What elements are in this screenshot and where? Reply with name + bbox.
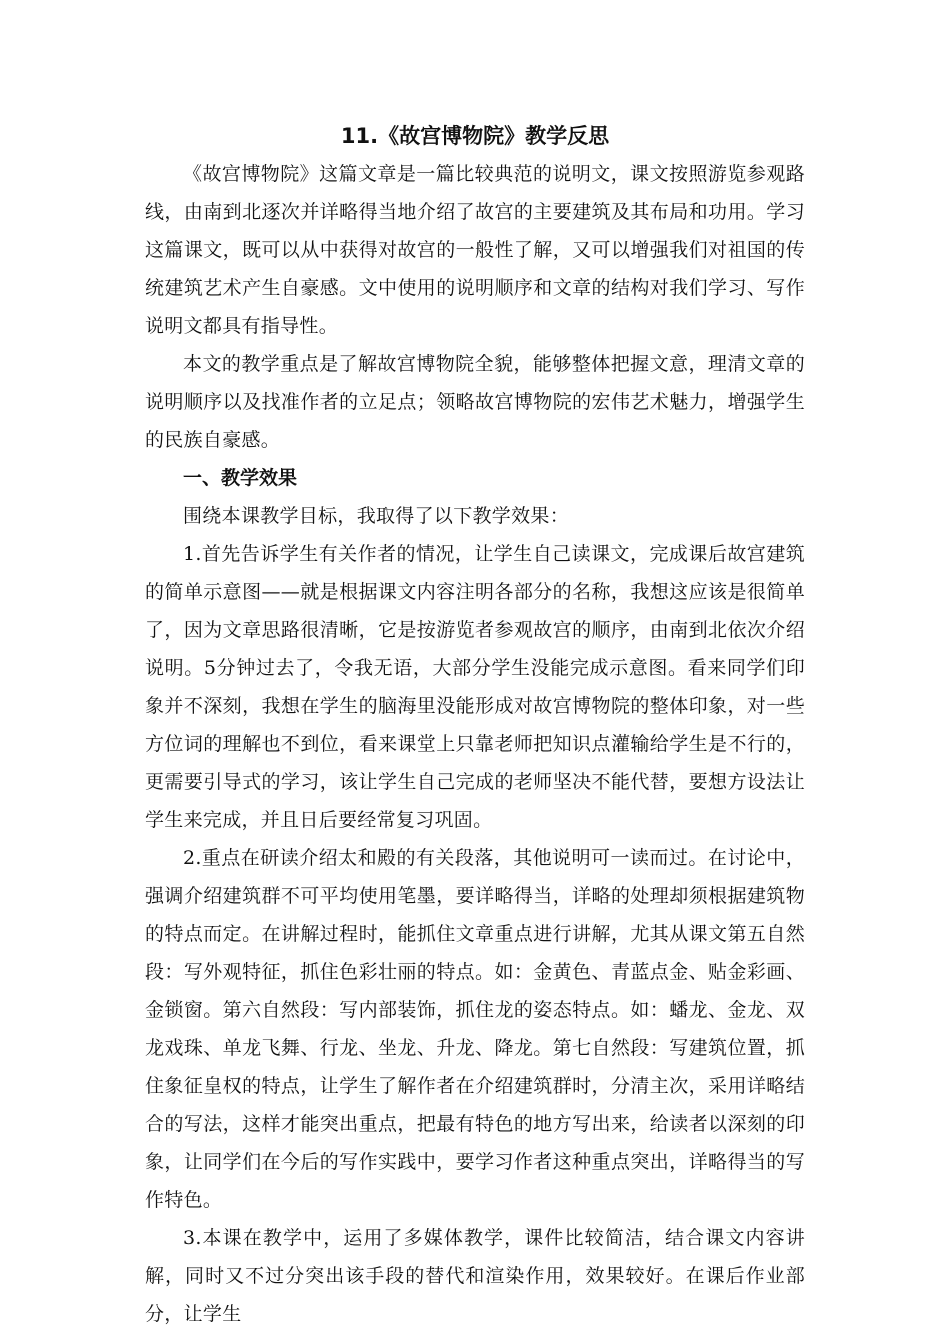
section-lead-paragraph: 围绕本课教学目标，我取得了以下教学效果：: [183, 505, 570, 527]
intro-paragraph-1: 《故宫博物院》这篇文章是一篇比较典范的说明文，课文按照游览参观路线，由南到北逐次并详略得当地介绍了故宫的主要建筑及其布局和功用。学习这篇课文，既可以从中获得对故宫的一般性了解，又可以增强我们对祖国的传统建筑艺术产生自豪感。文中使用的说明顺序和文章的结构对我们学习、写作说明文都具有指导性。: [145, 163, 805, 337]
effect-item-2: 2.重点在研读介绍太和殿的有关段落，其他说明可一读而过。在讨论中，强调介绍建筑群不可平均使用笔墨，要详略得当，详略的处理却须根据建筑物的特点而定。在讲解过程时，能抓住文章重点进行讲解，尤其从课文第五自然段：写外观特征，抓住色彩壮丽的特点。如：金黄色、青蓝点金、贴金彩画、金锁窗。第六自然段：写内部装饰，抓住龙的姿态特点。如：蟠龙、金龙、双龙戏珠、单龙飞舞、行龙、坐龙、升龙、降龙。第七自然段：写建筑位置，抓住象征皇权的特点，让学生了解作者在介绍建筑群时，分清主次，采用详略结合的写法，这样才能突出重点，把最有特色的地方写出来，给读者以深刻的印象，让同学们在今后的写作实践中，要学习作者这种重点突出，详略得当的写作特色。: [145, 847, 805, 1211]
document-body: [145, 117, 805, 1333]
effect-item-1: 1.首先告诉学生有关作者的情况，让学生自己读课文，完成课后故宫建筑的简单示意图——就是根据课文内容注明各部分的名称，我想这应该是很简单了，因为文章思路很清晰，它是按游览者参观故宫的顺序，由南到北依次介绍说明。5分钟过去了，令我无语，大部分学生没能完成示意图。看来同学们印象并不深刻，我想在学生的脑海里没能形成对故宫博物院的整体印象，对一些方位词的理解也不到位，看来课堂上只靠老师把知识点灌输给学生是不行的，更需要引导式的学习，该让学生自己完成的老师坚决不能代替，要想方设法让学生来完成，并且日后要经常复习巩固。: [145, 543, 805, 831]
intro-paragraph-2: 本文的教学重点是了解故宫博物院全貌，能够整体把握文意，理清文章的说明顺序以及找准作者的立足点；领略故宫博物院的宏伟艺术魅力，增强学生的民族自豪感。: [145, 353, 805, 451]
document-title: 11.《故宫博物院》教学反思: [340, 124, 610, 148]
section-heading-teaching-effect: 一、教学效果: [183, 467, 298, 489]
effect-item-3: 3.本课在教学中，运用了多媒体教学，课件比较简洁，结合课文内容讲解，同时又不过分突出该手段的替代和渲染作用，效果较好。在课后作业部分，让学生: [145, 1227, 805, 1325]
